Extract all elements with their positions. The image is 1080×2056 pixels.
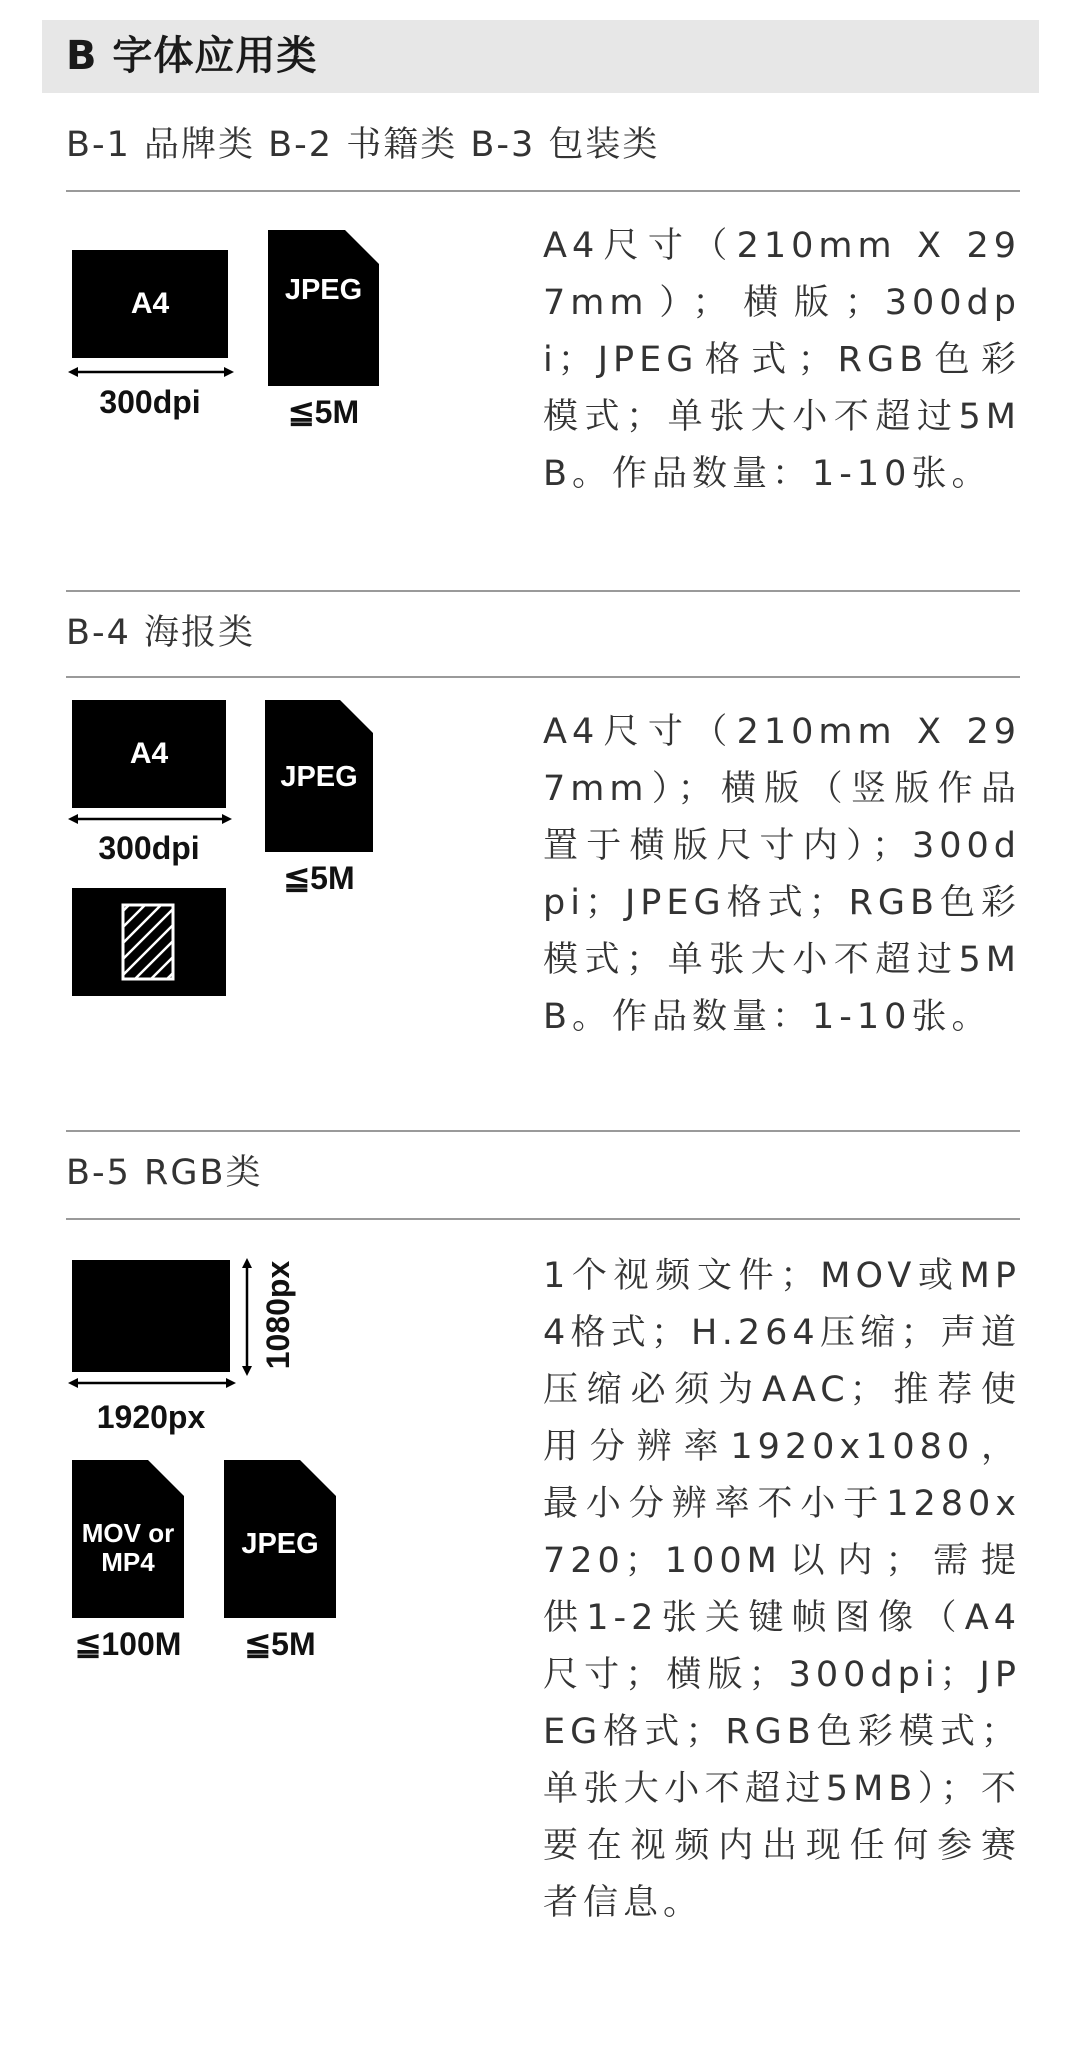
- size-limit-label: ≦5M: [287, 394, 360, 430]
- jpeg-file-icon: [265, 700, 373, 852]
- divider: [66, 1218, 1020, 1220]
- jpeg-label: JPEG: [280, 760, 358, 793]
- divider: [66, 190, 1020, 192]
- page-title: B 字体应用类: [66, 33, 318, 79]
- file-fold: [300, 1460, 336, 1496]
- video-format-label: MOV or MP4: [81, 1518, 175, 1577]
- dpi-label: 300dpi: [99, 384, 201, 420]
- section3-description: 1个视频文件；MOV或MP4格式；H.264压缩；声道压缩必须为AAC；推荐使用分辨率1920x1080，最小分辨率不小于1280x720；100M以内；需提供1-2张关键帧图像（A4尺寸；横版；300dpi；JPEG格式；RGB色彩模式；单张大小不超过5MB）；不要在视频内出现任何参赛者信息。: [543, 1256, 1021, 1923]
- divider: [66, 676, 1020, 678]
- hatched-portrait-icon: [121, 903, 175, 981]
- a4-sheet-icon: [72, 700, 226, 808]
- dpi-label: 300dpi: [98, 830, 200, 866]
- width-label: 1920px: [96, 1399, 206, 1435]
- file-fold: [345, 230, 379, 264]
- section-title-b4: B-4 海报类: [66, 613, 256, 653]
- section-title-b1-b3: B-1 品牌类 B-2 书籍类 B-3 包装类: [66, 125, 660, 165]
- size-limit-label: ≦5M: [283, 860, 355, 896]
- video-size-limit-label: ≦100M: [74, 1626, 182, 1662]
- section2-description: A4尺寸（210mm X 297mm）；横版（竖版作品置于横版尺寸内）；300dpi；JPEG格式；RGB色彩模式；单张大小不超过5MB。作品数量：1-10张。: [543, 712, 1021, 1037]
- jpeg-file-icon: [268, 230, 379, 386]
- width-arrow-icon: [68, 812, 232, 826]
- video-frame-icon: [72, 1260, 230, 1372]
- video-file-icon: [72, 1460, 184, 1618]
- width-arrow-icon: [68, 1376, 236, 1390]
- section1-description: A4尺寸（210mm X 297mm）；横版；300dpi；JPEG格式；RGB色彩模式；单张大小不超过5MB。作品数量：1-10张。: [543, 226, 1021, 494]
- file-fold: [148, 1460, 184, 1496]
- width-arrow-icon: [68, 365, 234, 379]
- height-label: 1080px: [260, 1260, 296, 1370]
- a4-label: A4: [129, 737, 169, 770]
- a4-label: A4: [130, 287, 170, 320]
- file-fold: [340, 700, 373, 733]
- section-title-b5: B-5 RGB类: [66, 1153, 263, 1193]
- divider: [66, 1130, 1020, 1132]
- portrait-in-landscape-icon: [72, 888, 226, 996]
- jpeg-size-limit-label: ≦5M: [244, 1626, 316, 1662]
- divider: [66, 590, 1020, 592]
- height-arrow-icon: [240, 1258, 254, 1376]
- a4-sheet-icon: [72, 250, 228, 358]
- jpeg-label: JPEG: [284, 273, 363, 306]
- jpeg-file-icon: [224, 1460, 336, 1618]
- jpeg-label: JPEG: [241, 1527, 319, 1560]
